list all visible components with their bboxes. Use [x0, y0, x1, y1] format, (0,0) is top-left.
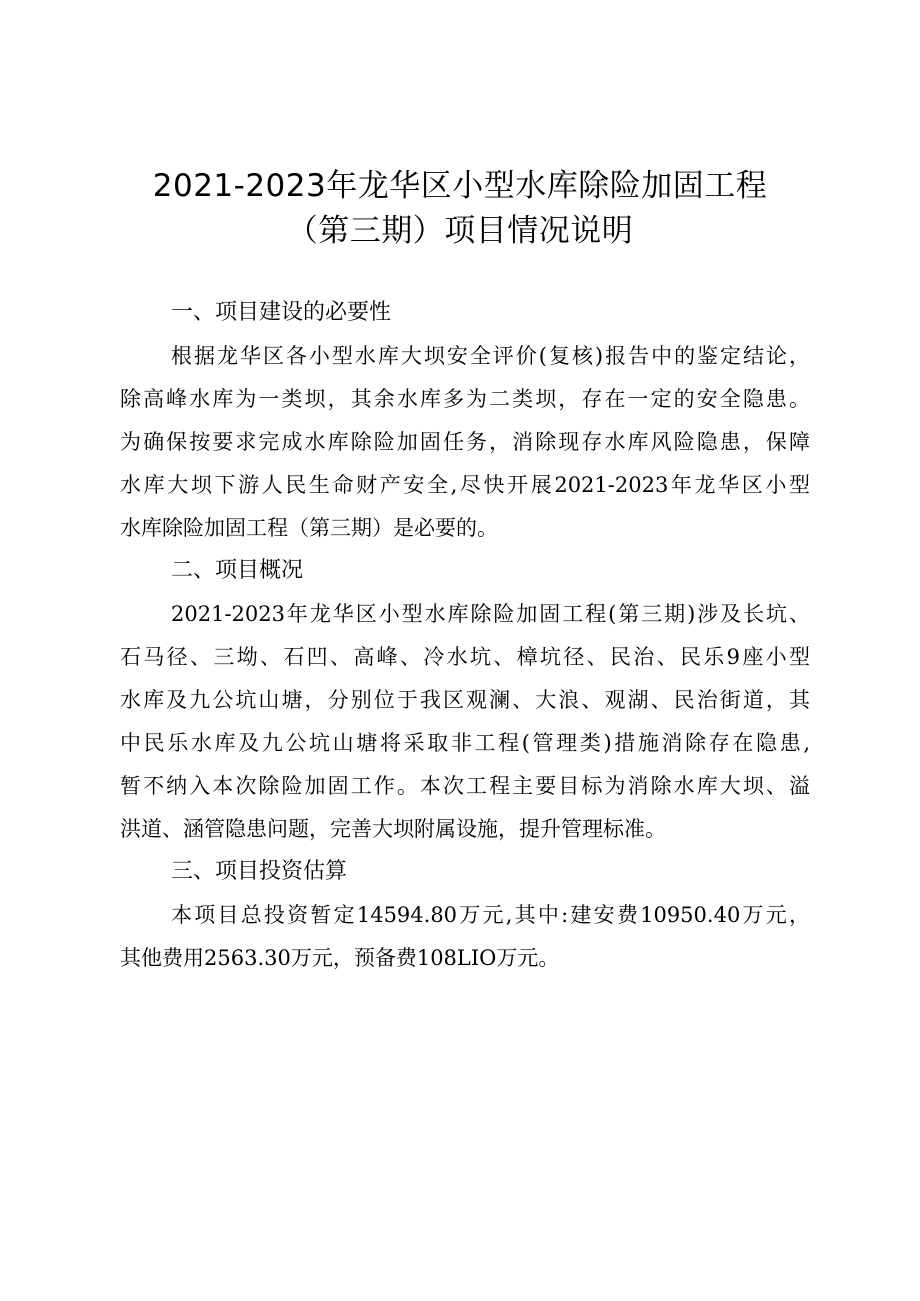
- paragraph-line: 本项目总投资暂定14594.80万元,其中:建安费10950.40万元，: [171, 903, 810, 927]
- paragraph-line: 洪道、涵管隐患问题，完善大坝附属设施，提升管理标准。: [120, 817, 666, 841]
- paragraph-line: 水库及九公坑山塘，分别位于我区观澜、大浪、观湖、民治街道，其: [120, 688, 810, 712]
- paragraph-line: 水库大坝下游人民生命财产安全,尽快开展2021-2023年龙华区小型: [120, 473, 810, 497]
- document-title-line-2: （第三期）项目情况说明: [286, 213, 634, 249]
- paragraph-line: 中民乐水库及九公坑山塘将采取非工程(管理类)措施消除存在隐患,: [120, 731, 810, 755]
- section-heading-investment: 三、项目投资估算: [171, 859, 348, 884]
- paragraph-line: 为确保按要求完成水库除险加固任务，消除现存水库风险隐患，保障: [120, 430, 810, 454]
- paragraph-line: 除高峰水库为一类坝，其余水库多为二类坝，存在一定的安全隐患。: [120, 387, 810, 411]
- paragraph-line: 其他费用2563.30万元，预备费108LIO万元。: [120, 946, 560, 970]
- section-heading-overview: 二、项目概况: [171, 558, 304, 583]
- section-heading-necessity: 一、项目建设的必要性: [171, 300, 392, 325]
- paragraph-line: 石马径、三坳、石凹、高峰、冷水坑、樟坑径、民治、民乐9座小型: [120, 645, 810, 669]
- document-title-line-1: 2021-2023年龙华区小型水库除险加固工程: [152, 168, 768, 204]
- paragraph-line: 根据龙华区各小型水库大坝安全评价(复核)报告中的鉴定结论，: [171, 344, 810, 368]
- paragraph-line: 2021-2023年龙华区小型水库除险加固工程(第三期)涉及长坑、: [171, 602, 810, 626]
- paragraph-line: 水库除险加固工程（第三期）是必要的。: [120, 516, 498, 540]
- paragraph-line: 暂不纳入本次除险加固工作。本次工程主要目标为消除水库大坝、溢: [120, 774, 810, 798]
